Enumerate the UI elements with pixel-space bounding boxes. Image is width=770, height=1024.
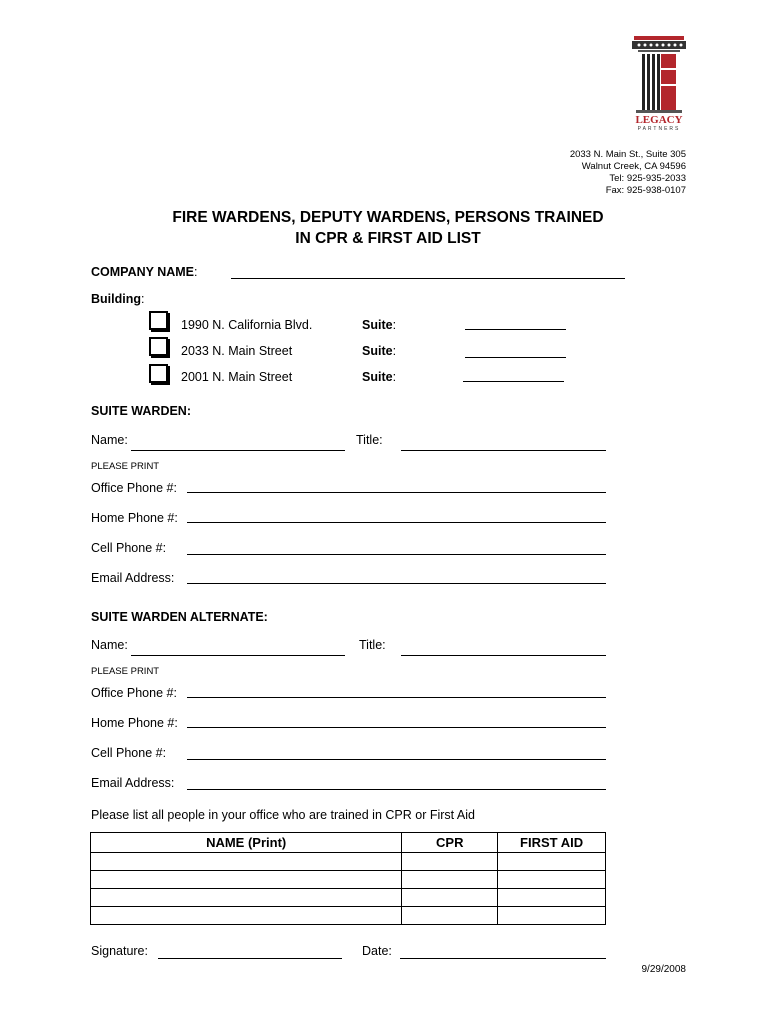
first-aid-cell[interactable] — [498, 889, 606, 907]
building-name-1: 1990 N. California Blvd. — [181, 318, 313, 332]
warden-cell-phone-field[interactable] — [187, 554, 606, 555]
suite-field-1[interactable] — [465, 329, 566, 330]
warden-email-field[interactable] — [187, 583, 606, 584]
warden-name-label: Name: — [91, 433, 128, 447]
suite-label-1 — [362, 318, 396, 332]
first-aid-cell[interactable] — [498, 853, 606, 871]
logo — [630, 36, 688, 132]
building-label — [91, 292, 144, 306]
address-fax: Fax: 925-938-0107 — [605, 185, 686, 196]
building-name-3: 2001 N. Main Street — [181, 370, 293, 384]
warden-home-phone-field[interactable] — [187, 522, 606, 523]
company-name-label-text: COMPANY NAME — [91, 265, 195, 279]
warden-cell-phone-label: Cell Phone #: — [91, 541, 167, 555]
alternate-title-field[interactable] — [401, 655, 606, 656]
cpr-cell[interactable] — [402, 889, 498, 907]
alternate-title-label: Title: — [359, 638, 386, 652]
suite-colon-1: : — [392, 318, 397, 332]
date-field[interactable] — [400, 958, 606, 959]
cpr-cell[interactable] — [402, 871, 498, 889]
col-name-header: NAME (Print) — [91, 833, 402, 853]
col-first-aid-header: FIRST AID — [498, 833, 606, 853]
logo-sub: PARTNERS — [637, 126, 681, 132]
suite-label-text-1: Suite — [362, 318, 393, 332]
suite-field-2[interactable] — [465, 357, 566, 358]
alternate-cell-phone-label: Cell Phone #: — [91, 746, 167, 760]
name-cell[interactable] — [91, 853, 402, 871]
name-cell[interactable] — [91, 889, 402, 907]
building-label-text: Building — [91, 292, 141, 306]
suite-colon-3: : — [392, 370, 397, 384]
warden-home-phone-label: Home Phone #: — [91, 511, 178, 525]
alternate-heading: SUITE WARDEN ALTERNATE: — [91, 610, 268, 624]
table-row — [91, 853, 606, 871]
page-title-line1: FIRE WARDENS, DEPUTY WARDENS, PERSONS TRAINED — [172, 209, 604, 226]
company-name-field[interactable] — [231, 278, 625, 279]
alternate-email-field[interactable] — [187, 789, 606, 790]
alternate-home-phone-label: Home Phone #: — [91, 716, 178, 730]
alternate-email-label: Email Address: — [91, 776, 175, 790]
building-checkbox-3[interactable] — [149, 364, 168, 383]
name-cell[interactable] — [91, 907, 402, 925]
suite-label-text-3: Suite — [362, 370, 393, 384]
pillar-logo-icon — [630, 36, 688, 116]
address-tel: Tel: 925-935-2033 — [609, 173, 686, 184]
alternate-name-field[interactable] — [131, 655, 345, 656]
table-row — [91, 889, 606, 907]
signature-label: Signature: — [91, 944, 148, 958]
table-row — [91, 871, 606, 889]
cpr-instruction: Please list all people in your office who are trained in CPR or First Aid — [91, 808, 475, 822]
building-checkbox-2[interactable] — [149, 337, 168, 356]
warden-office-phone-label: Office Phone #: — [91, 481, 177, 495]
building-name-2: 2033 N. Main Street — [181, 344, 293, 358]
alternate-office-phone-field[interactable] — [187, 697, 606, 698]
name-cell[interactable] — [91, 871, 402, 889]
cpr-first-aid-table — [90, 832, 606, 925]
building-checkbox-1[interactable] — [149, 311, 168, 330]
alternate-print-note: PLEASE PRINT — [91, 666, 160, 677]
warden-email-label: Email Address: — [91, 571, 175, 585]
alternate-name-label: Name: — [91, 638, 128, 652]
signature-field[interactable] — [158, 958, 342, 959]
page-title-line2: IN CPR & FIRST AID LIST — [295, 230, 481, 247]
date-label: Date: — [362, 944, 392, 958]
building-colon: : — [141, 292, 145, 306]
address-line1: 2033 N. Main St., Suite 305 — [569, 149, 686, 160]
suite-colon-2: : — [392, 344, 397, 358]
table-row — [91, 907, 606, 925]
suite-label-text-2: Suite — [362, 344, 393, 358]
warden-title-field[interactable] — [401, 450, 606, 451]
cpr-cell[interactable] — [402, 907, 498, 925]
alternate-office-phone-label: Office Phone #: — [91, 686, 177, 700]
warden-title-label: Title: — [356, 433, 383, 447]
table-header-row — [91, 833, 606, 853]
first-aid-cell[interactable] — [498, 907, 606, 925]
company-name-label — [91, 265, 198, 279]
alternate-cell-phone-field[interactable] — [187, 759, 606, 760]
warden-name-field[interactable] — [131, 450, 345, 451]
address-line2: Walnut Creek, CA 94596 — [581, 161, 686, 172]
warden-office-phone-field[interactable] — [187, 492, 606, 493]
logo-brand: LEGACY — [635, 114, 683, 126]
footer-date: 9/29/2008 — [641, 964, 686, 975]
warden-print-note: PLEASE PRINT — [91, 461, 160, 472]
cpr-cell[interactable] — [402, 853, 498, 871]
suite-field-3[interactable] — [463, 381, 564, 382]
suite-label-2 — [362, 344, 396, 358]
first-aid-cell[interactable] — [498, 871, 606, 889]
alternate-home-phone-field[interactable] — [187, 727, 606, 728]
col-cpr-header: CPR — [402, 833, 498, 853]
suite-warden-heading: SUITE WARDEN: — [91, 404, 191, 418]
suite-label-3 — [362, 370, 396, 384]
company-name-colon: : — [194, 265, 198, 279]
